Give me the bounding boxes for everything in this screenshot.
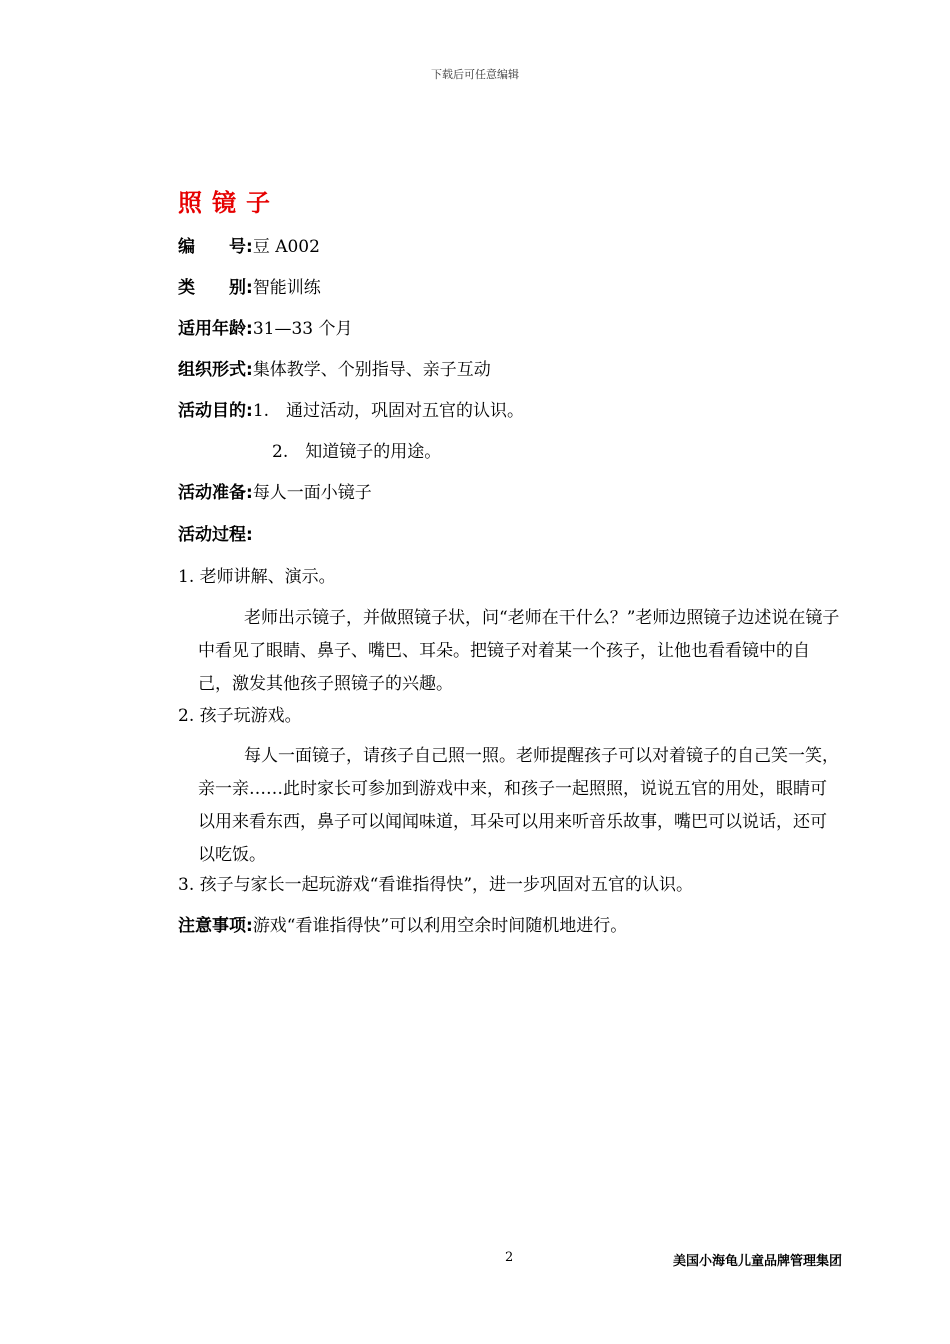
- field-number-label: 编 号:: [178, 237, 253, 257]
- field-category: [178, 277, 321, 299]
- field-format: [178, 359, 491, 381]
- field-note-label: 注意事项:: [178, 916, 253, 936]
- document-title: 照镜子: [178, 189, 280, 217]
- field-prep-label: 活动准备:: [178, 483, 253, 503]
- step-1-body: 老师出示镜子，并做照镜子状，问“老师在干什么？”老师边照镜子边述说在镜子中看见了眼睛、鼻子、嘴巴、耳朵。把镜子对着某一个孩子，让他也看看镜中的自己，激发其他孩子照镜子的兴趣。: [198, 608, 840, 694]
- footer-company: 美国小海龟儿童品牌管理集团: [672, 1254, 842, 1269]
- field-age-label: 适用年龄:: [178, 319, 253, 339]
- field-age-value: 31—33 个月: [252, 319, 353, 339]
- field-format-value: 集体教学、个别指导、亲子互动: [252, 360, 491, 380]
- page-header: 下载后可任意编辑: [431, 68, 519, 81]
- field-goal: [178, 400, 524, 422]
- field-process: [178, 524, 253, 546]
- field-goal-label: 活动目的:: [178, 401, 253, 421]
- step-2-body: 每人一面镜子，请孩子自己照一照。老师提醒孩子可以对着镜子的自己笑一笑，亲一亲……此时家长可参加到游戏中来，和孩子一起照照，说说五官的用处，眼睛可以用来看东西，鼻子可以闻闻味道，耳朵可以用来听音乐故事，嘴巴可以说话，还可以吃饭。: [198, 746, 839, 865]
- step-2-heading: 2. 孩子玩游戏。: [178, 706, 302, 726]
- step-1-heading: 1. 老师讲解、演示。: [178, 567, 336, 587]
- field-category-value: 智能训练: [252, 278, 321, 298]
- field-note-value: 游戏“看谁指得快”可以利用空余时间随机地进行。: [252, 916, 628, 936]
- field-prep-value: 每人一面小镜子: [252, 483, 372, 503]
- field-process-label: 活动过程:: [178, 525, 253, 545]
- field-number-value: 豆 A002: [252, 237, 320, 257]
- step-3-heading: 3. 孩子与家长一起玩游戏“看谁指得快”，进一步巩固对五官的认识。: [178, 875, 694, 895]
- field-goal-item-2: 2. 知道镜子的用途。: [272, 442, 442, 462]
- field-format-label: 组织形式:: [178, 360, 253, 380]
- field-number: [178, 236, 320, 258]
- field-note: [178, 915, 627, 937]
- field-prep: [178, 482, 372, 504]
- page-number: 2: [505, 1250, 514, 1265]
- field-goal-item-1: 1. 通过活动，巩固对五官的认识。: [252, 401, 525, 421]
- field-category-label: 类 别:: [178, 278, 253, 298]
- field-age: [178, 318, 352, 340]
